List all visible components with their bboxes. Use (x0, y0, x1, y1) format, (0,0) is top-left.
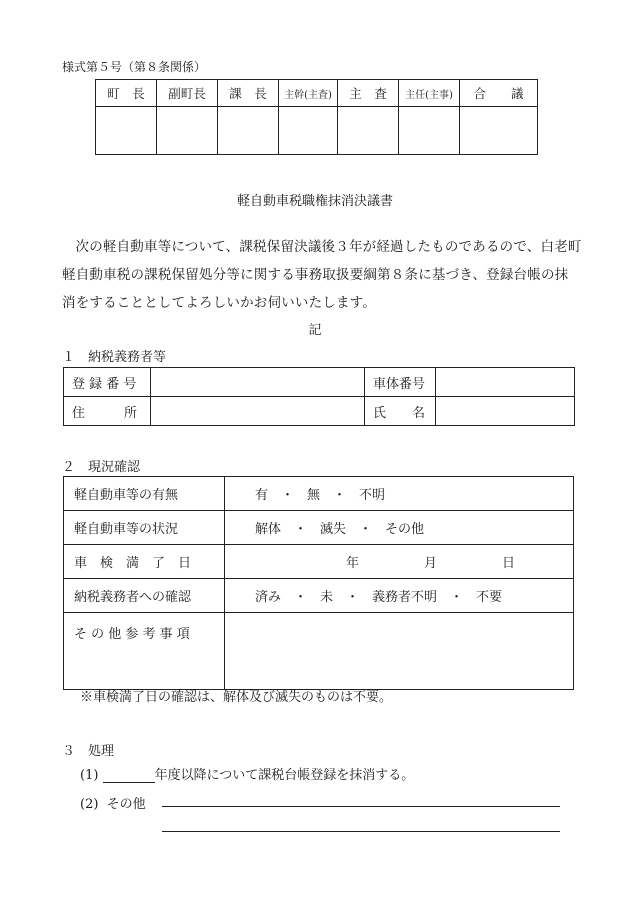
chassis-number-field[interactable] (436, 368, 575, 397)
other-line-1[interactable] (162, 806, 560, 807)
vehicle-condition-options[interactable]: 解体 ・ 滅失 ・ その他 (225, 511, 574, 545)
taxpayer-table (63, 367, 575, 426)
approval-header-clerk: 主任(主事) (399, 80, 460, 107)
registration-number-label: 登 録 番 号 (64, 368, 151, 397)
vehicle-existence-options[interactable]: 有 ・ 無 ・ 不明 (225, 477, 574, 511)
other-line-2[interactable] (162, 831, 560, 832)
chassis-number-label: 車体番号 (365, 368, 436, 397)
fiscal-year-blank[interactable] (103, 768, 155, 783)
status-row-label: 軽自動車等の有無 (64, 477, 225, 511)
registration-number-field[interactable] (151, 368, 365, 397)
status-row-label: 車 検 満 了 日 (64, 545, 225, 579)
inspection-expiry-date-field[interactable]: 年 月 日 (225, 545, 574, 579)
section3-title: ３ 処理 (62, 744, 115, 759)
processing-item-1-number: (1) (80, 768, 99, 783)
approval-header-consultation: 合 議 (460, 80, 538, 107)
taxpayer-confirmation-options[interactable]: 済み ・ 未 ・ 義務者不明 ・ 不要 (225, 579, 574, 613)
approval-stamp-box[interactable] (279, 107, 338, 155)
status-row-label: 納税義務者への確認 (64, 579, 225, 613)
address-label: 住 所 (64, 397, 151, 426)
approval-stamp-box[interactable] (218, 107, 279, 155)
processing-item-1 (80, 764, 414, 783)
approval-header-mayor: 町 長 (96, 80, 157, 107)
processing-item-2: (2) その他 (80, 797, 146, 812)
approval-header-section-chief: 課 長 (218, 80, 279, 107)
form-number-label: 様式第５号（第８条関係） (62, 60, 207, 74)
processing-item-1-text: 年度以降について課税台帳登録を抹消する。 (154, 768, 415, 783)
status-row-label: そ の 他 参 考 事 項 (64, 613, 225, 690)
address-field[interactable] (151, 397, 365, 426)
approval-header-chief-clerk: 主幹(主査) (279, 80, 338, 107)
approval-stamp-box[interactable] (460, 107, 538, 155)
name-label: 氏 名 (365, 397, 436, 426)
section1-title: １ 納税義務者等 (62, 350, 167, 365)
body-paragraph: 次の軽自動車等について、課税保留決議後３年が経過したものであるので、白老町軽自動車税の課税保留処分等に関する事務取扱要綱第８条に基づき、登録台帳の抹消をすることとしてよろしいかお伺いいたします。 (62, 239, 582, 311)
approval-stamp-table (95, 79, 538, 155)
section2-title: ２ 現況確認 (62, 460, 141, 475)
status-row-label: 軽自動車等の状況 (64, 511, 225, 545)
approval-header-deputy-mayor: 副町長 (157, 80, 218, 107)
inspection-note: ※車検満了日の確認は、解体及び滅失のものは不要。 (80, 690, 393, 705)
name-field[interactable] (436, 397, 575, 426)
document-title: 軽自動車税職権抹消決議書 (236, 194, 393, 209)
approval-stamp-box[interactable] (338, 107, 399, 155)
approval-stamp-box[interactable] (157, 107, 218, 155)
other-notes-field[interactable] (225, 613, 574, 690)
approval-header-inspector: 主 査 (338, 80, 399, 107)
ki-marker: 記 (308, 323, 322, 338)
approval-stamp-box[interactable] (399, 107, 460, 155)
approval-stamp-box[interactable] (96, 107, 157, 155)
status-check-table (63, 476, 574, 690)
